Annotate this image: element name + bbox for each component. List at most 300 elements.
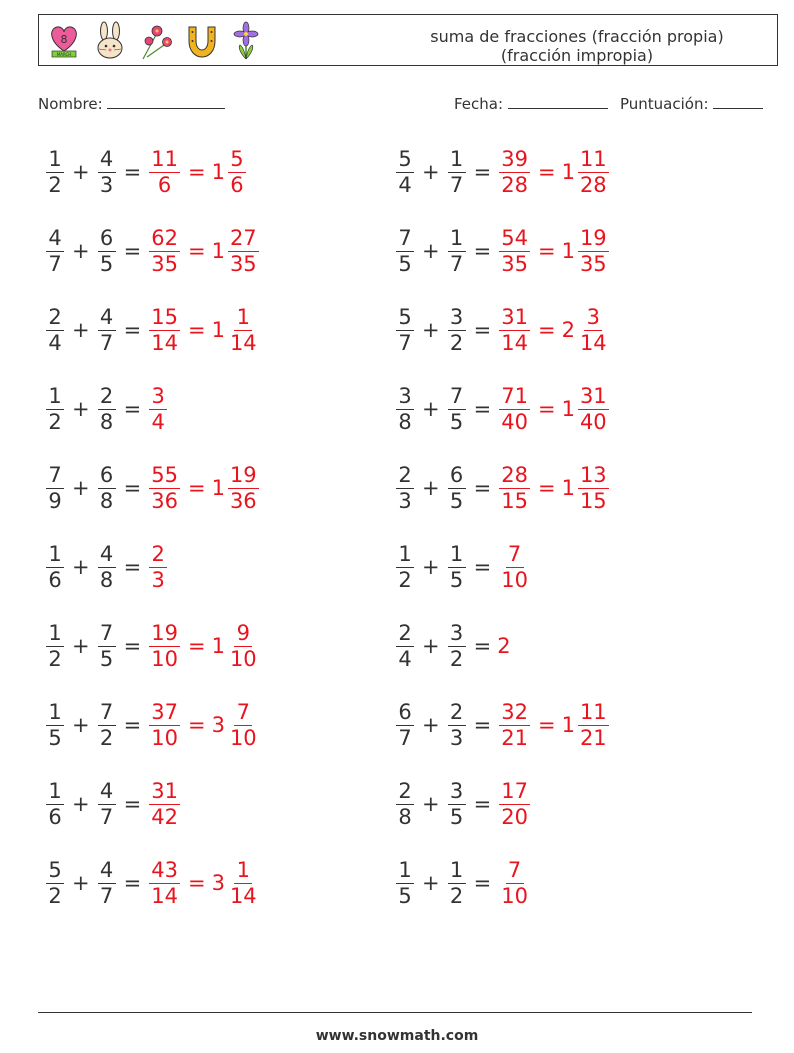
answer-fraction bbox=[149, 779, 180, 830]
svg-text:MARCH: MARCH bbox=[56, 52, 72, 57]
addend-a bbox=[396, 226, 414, 277]
mixed-fraction-denominator: 6 bbox=[230, 172, 244, 197]
answer-fraction bbox=[499, 858, 530, 909]
equals-sign: = bbox=[473, 792, 492, 816]
mixed-fraction-numerator: 31 bbox=[579, 383, 607, 408]
addend-a-denominator: 2 bbox=[48, 646, 62, 671]
addend-b-denominator: 7 bbox=[449, 251, 464, 276]
answer-fraction-numerator: 32 bbox=[501, 699, 528, 724]
addend-a-numerator: 1 bbox=[46, 542, 64, 568]
addend-a bbox=[396, 147, 414, 198]
addend-b-numerator: 4 bbox=[98, 779, 116, 805]
addend-a-numerator: 3 bbox=[396, 384, 414, 410]
mixed-fraction-denominator: 21 bbox=[579, 725, 607, 750]
addend-b-numerator: 3 bbox=[448, 621, 466, 647]
mixed-fraction-denominator: 36 bbox=[229, 488, 257, 513]
addend-b-denominator: 8 bbox=[99, 409, 114, 434]
addend-a bbox=[46, 700, 64, 751]
answer-fraction-denominator: 3 bbox=[151, 567, 165, 592]
mixed-fraction bbox=[578, 147, 609, 198]
addend-a bbox=[46, 542, 64, 593]
problem-12 bbox=[394, 537, 532, 597]
header-icons bbox=[45, 19, 261, 63]
plus-sign: + bbox=[422, 713, 440, 737]
addend-b bbox=[448, 226, 466, 277]
addend-b bbox=[98, 226, 116, 277]
mixed-fraction-denominator: 35 bbox=[579, 251, 607, 276]
mixed-whole: 1 bbox=[211, 318, 225, 342]
equals-sign: = bbox=[473, 476, 492, 500]
equals-sign: = bbox=[473, 160, 492, 184]
answer bbox=[147, 542, 169, 593]
addend-b-denominator: 7 bbox=[99, 804, 114, 829]
answer-equals-sign: = bbox=[537, 318, 556, 342]
answer-fraction-denominator: 35 bbox=[501, 251, 528, 276]
answer-fraction bbox=[149, 858, 180, 909]
problem-17 bbox=[44, 774, 182, 834]
score-blank[interactable] bbox=[713, 94, 763, 109]
mixed-fraction-numerator: 1 bbox=[234, 858, 252, 884]
flowers-icon bbox=[137, 21, 173, 61]
plus-sign: + bbox=[72, 713, 90, 737]
heart-march-8-icon bbox=[45, 21, 83, 61]
plus-sign: + bbox=[422, 871, 440, 895]
mixed-fraction bbox=[578, 384, 609, 435]
addend-b bbox=[448, 305, 466, 356]
title-line-2: (fracción impropia) bbox=[500, 46, 654, 65]
addend-b-denominator: 5 bbox=[99, 646, 114, 671]
answer bbox=[147, 147, 248, 198]
answer-fraction-numerator: 2 bbox=[149, 542, 167, 568]
addend-a-denominator: 2 bbox=[48, 172, 62, 197]
addend-a-denominator: 3 bbox=[398, 488, 412, 513]
answer-equals-sign: = bbox=[187, 713, 206, 737]
addend-b-numerator: 6 bbox=[448, 463, 466, 489]
addend-a-numerator: 7 bbox=[396, 226, 414, 252]
problem-19 bbox=[44, 853, 261, 913]
addend-b bbox=[98, 779, 116, 830]
addend-b-numerator: 1 bbox=[448, 858, 466, 884]
mixed-fraction-denominator: 14 bbox=[229, 883, 257, 908]
answer bbox=[497, 463, 610, 514]
addend-b-numerator: 7 bbox=[98, 621, 116, 647]
addend-a-numerator: 2 bbox=[396, 779, 414, 805]
answer-equals-sign: = bbox=[187, 318, 206, 342]
mixed-fraction bbox=[228, 463, 259, 514]
answer bbox=[147, 700, 260, 751]
answer-fraction-denominator: 21 bbox=[501, 725, 528, 750]
mixed-fraction bbox=[228, 621, 259, 672]
addend-b-denominator: 5 bbox=[99, 251, 114, 276]
mixed-whole: 1 bbox=[211, 160, 225, 184]
addend-a bbox=[396, 779, 414, 830]
addend-b bbox=[448, 700, 466, 751]
mixed-fraction-numerator: 1 bbox=[234, 305, 252, 331]
problem-15 bbox=[44, 695, 261, 755]
mixed-fraction bbox=[578, 463, 609, 514]
answer-equals-sign: = bbox=[537, 239, 556, 263]
addend-a bbox=[396, 305, 414, 356]
addend-b-denominator: 5 bbox=[449, 567, 464, 592]
addend-a bbox=[46, 858, 64, 909]
problem-2 bbox=[394, 142, 611, 202]
addend-b-denominator: 7 bbox=[449, 172, 464, 197]
equals-sign: = bbox=[123, 160, 142, 184]
mixed-whole: 1 bbox=[211, 239, 225, 263]
plus-sign: + bbox=[72, 239, 90, 263]
equals-sign: = bbox=[123, 792, 142, 816]
addend-b bbox=[98, 305, 116, 356]
plus-sign: + bbox=[422, 555, 440, 579]
answer-fraction bbox=[499, 384, 530, 435]
addend-a-numerator: 1 bbox=[46, 384, 64, 410]
answer-fraction bbox=[149, 621, 180, 672]
addend-a-denominator: 7 bbox=[398, 725, 412, 750]
addend-a-denominator: 6 bbox=[48, 804, 62, 829]
addend-b-denominator: 5 bbox=[449, 409, 464, 434]
addend-a bbox=[46, 779, 64, 830]
mixed-fraction-denominator: 35 bbox=[229, 251, 257, 276]
answer-fraction-numerator: 71 bbox=[501, 383, 528, 408]
score-field[interactable] bbox=[620, 94, 763, 113]
addend-b-denominator: 2 bbox=[99, 725, 114, 750]
footer-url: www.snowmath.com bbox=[315, 1028, 479, 1044]
mixed-fraction-denominator: 10 bbox=[229, 646, 257, 671]
addend-a-denominator: 7 bbox=[48, 251, 62, 276]
addend-a bbox=[396, 858, 414, 909]
addend-b-numerator: 3 bbox=[448, 305, 466, 331]
mixed-fraction-numerator: 9 bbox=[234, 621, 252, 647]
addend-b-denominator: 2 bbox=[449, 646, 464, 671]
problem-14 bbox=[394, 616, 511, 676]
addend-b-numerator: 6 bbox=[98, 463, 116, 489]
mixed-fraction-denominator: 10 bbox=[229, 725, 257, 750]
addend-b-denominator: 2 bbox=[449, 330, 464, 355]
answer-fraction bbox=[499, 463, 530, 514]
addend-b bbox=[98, 621, 116, 672]
mixed-fraction-numerator: 3 bbox=[584, 305, 602, 331]
name-blank[interactable] bbox=[107, 94, 225, 109]
mixed-whole: 1 bbox=[561, 160, 575, 184]
addend-b-denominator: 8 bbox=[99, 488, 114, 513]
plus-sign: + bbox=[422, 239, 440, 263]
addend-b-numerator: 7 bbox=[98, 700, 116, 726]
mixed-fraction bbox=[228, 858, 259, 909]
addend-b-numerator: 6 bbox=[98, 226, 116, 252]
addend-a-numerator: 6 bbox=[396, 700, 414, 726]
answer-fraction-numerator: 43 bbox=[151, 857, 178, 882]
problem-13 bbox=[44, 616, 261, 676]
equals-sign: = bbox=[123, 397, 142, 421]
equals-sign: = bbox=[473, 318, 492, 342]
mixed-whole: 1 bbox=[561, 239, 575, 263]
mixed-fraction bbox=[228, 147, 246, 198]
addend-b-numerator: 2 bbox=[448, 700, 466, 726]
mixed-fraction bbox=[228, 226, 259, 277]
problem-7 bbox=[44, 379, 169, 439]
date-field[interactable] bbox=[454, 94, 608, 113]
answer-fraction-denominator: 10 bbox=[151, 725, 178, 750]
answer-equals-sign: = bbox=[187, 239, 206, 263]
addend-a-denominator: 9 bbox=[48, 488, 62, 513]
problem-18 bbox=[394, 774, 532, 834]
addend-a-numerator: 5 bbox=[396, 147, 414, 173]
addend-a-numerator: 2 bbox=[396, 463, 414, 489]
equals-sign: = bbox=[473, 871, 492, 895]
answer-fraction bbox=[149, 700, 180, 751]
answer-fraction-numerator: 15 bbox=[151, 304, 178, 329]
addend-a bbox=[46, 305, 64, 356]
answer-fraction-denominator: 14 bbox=[151, 330, 178, 355]
mixed-fraction-denominator: 40 bbox=[579, 409, 607, 434]
mixed-fraction-denominator: 28 bbox=[579, 172, 607, 197]
answer-equals-sign: = bbox=[537, 160, 556, 184]
addend-a bbox=[396, 384, 414, 435]
addend-a bbox=[396, 621, 414, 672]
answer bbox=[147, 305, 260, 356]
bunny-icon bbox=[93, 21, 127, 61]
answer-equals-sign: = bbox=[187, 871, 206, 895]
answer-fraction-denominator: 14 bbox=[501, 330, 528, 355]
addend-a-numerator: 5 bbox=[46, 858, 64, 884]
whole-answer: 2 bbox=[497, 634, 511, 658]
mixed-fraction-denominator: 14 bbox=[579, 330, 607, 355]
answer-fraction-denominator: 42 bbox=[151, 804, 178, 829]
answer-fraction-numerator: 31 bbox=[151, 778, 178, 803]
answer-fraction-denominator: 35 bbox=[151, 251, 178, 276]
addend-a bbox=[396, 700, 414, 751]
mixed-whole: 1 bbox=[211, 634, 225, 658]
mixed-fraction bbox=[228, 305, 259, 356]
addend-b-numerator: 1 bbox=[448, 226, 466, 252]
answer-fraction bbox=[499, 542, 530, 593]
addend-a-denominator: 2 bbox=[398, 567, 412, 592]
answer-equals-sign: = bbox=[187, 160, 206, 184]
addend-b bbox=[98, 384, 116, 435]
addend-b bbox=[448, 147, 466, 198]
answer bbox=[497, 226, 610, 277]
answer-fraction-denominator: 6 bbox=[157, 172, 172, 197]
addend-b-denominator: 5 bbox=[449, 804, 464, 829]
answer-equals-sign: = bbox=[187, 476, 206, 500]
answer-fraction-denominator: 4 bbox=[151, 409, 165, 434]
answer-fraction bbox=[499, 700, 530, 751]
addend-b-denominator: 7 bbox=[99, 883, 114, 908]
answer-equals-sign: = bbox=[537, 713, 556, 737]
answer bbox=[147, 779, 182, 830]
equals-sign: = bbox=[123, 239, 142, 263]
answer-equals-sign: = bbox=[187, 634, 206, 658]
addend-a-denominator: 4 bbox=[48, 330, 62, 355]
equals-sign: = bbox=[123, 555, 142, 579]
answer-fraction bbox=[499, 305, 530, 356]
mixed-fraction bbox=[578, 305, 609, 356]
answer bbox=[147, 621, 260, 672]
addend-a-denominator: 4 bbox=[398, 646, 412, 671]
addend-b bbox=[98, 700, 116, 751]
answer-fraction-denominator: 14 bbox=[151, 883, 178, 908]
answer-fraction bbox=[149, 147, 180, 198]
equals-sign: = bbox=[123, 713, 142, 737]
addend-a-denominator: 6 bbox=[48, 567, 62, 592]
addend-a-numerator: 1 bbox=[46, 779, 64, 805]
answer-fraction-numerator: 7 bbox=[506, 542, 524, 568]
name-field[interactable] bbox=[38, 94, 225, 113]
addend-a-denominator: 2 bbox=[48, 883, 62, 908]
mixed-fraction bbox=[228, 700, 259, 751]
equals-sign: = bbox=[473, 397, 492, 421]
addend-a-denominator: 8 bbox=[398, 409, 412, 434]
answer bbox=[147, 384, 169, 435]
equals-sign: = bbox=[123, 476, 142, 500]
answer-fraction-denominator: 40 bbox=[501, 409, 528, 434]
mixed-fraction bbox=[578, 700, 609, 751]
addend-a-numerator: 7 bbox=[46, 463, 64, 489]
addend-b bbox=[448, 621, 466, 672]
addend-b bbox=[448, 463, 466, 514]
mixed-whole: 2 bbox=[561, 318, 575, 342]
addend-a bbox=[396, 542, 414, 593]
mixed-whole: 1 bbox=[561, 397, 575, 421]
plus-sign: + bbox=[72, 634, 90, 658]
addend-b-numerator: 4 bbox=[98, 305, 116, 331]
problem-16 bbox=[394, 695, 611, 755]
addend-a bbox=[46, 463, 64, 514]
problem-11 bbox=[44, 537, 169, 597]
addend-a-numerator: 1 bbox=[396, 542, 414, 568]
mixed-whole: 1 bbox=[561, 713, 575, 737]
addend-b-numerator: 3 bbox=[448, 779, 466, 805]
equals-sign: = bbox=[473, 239, 492, 263]
equals-sign: = bbox=[123, 634, 142, 658]
plus-sign: + bbox=[72, 318, 90, 342]
answer-fraction-numerator: 62 bbox=[151, 225, 178, 250]
answer-fraction bbox=[149, 542, 167, 593]
problem-20 bbox=[394, 853, 532, 913]
plus-sign: + bbox=[72, 397, 90, 421]
addend-b bbox=[448, 779, 466, 830]
answer bbox=[497, 542, 532, 593]
addend-b-denominator: 8 bbox=[99, 567, 114, 592]
answer-equals-sign: = bbox=[537, 476, 556, 500]
title-line-1: suma de fracciones (fracción propia) bbox=[430, 27, 724, 46]
plus-sign: + bbox=[72, 792, 90, 816]
answer bbox=[147, 226, 260, 277]
answer bbox=[147, 858, 260, 909]
addend-b bbox=[98, 147, 116, 198]
addend-a-denominator: 8 bbox=[398, 804, 412, 829]
problem-6 bbox=[394, 300, 611, 360]
answer-fraction-denominator: 10 bbox=[501, 883, 528, 908]
addend-b-numerator: 1 bbox=[448, 147, 466, 173]
plus-sign: + bbox=[422, 397, 440, 421]
mixed-whole: 3 bbox=[211, 713, 225, 737]
answer-fraction bbox=[499, 779, 530, 830]
answer bbox=[497, 858, 532, 909]
answer-fraction bbox=[149, 305, 180, 356]
addend-a bbox=[46, 147, 64, 198]
mixed-fraction-numerator: 13 bbox=[579, 462, 607, 487]
date-blank[interactable] bbox=[508, 94, 608, 109]
plus-sign: + bbox=[422, 792, 440, 816]
addend-a-denominator: 5 bbox=[398, 251, 412, 276]
violet-flower-icon bbox=[231, 21, 261, 61]
answer-fraction-denominator: 15 bbox=[501, 488, 528, 513]
addend-a-numerator: 2 bbox=[396, 621, 414, 647]
answer-fraction-numerator: 11 bbox=[151, 146, 178, 171]
answer-fraction bbox=[149, 384, 167, 435]
mixed-fraction-denominator: 15 bbox=[579, 488, 607, 513]
addend-a-numerator: 1 bbox=[46, 700, 64, 726]
addend-b-denominator: 5 bbox=[449, 488, 464, 513]
addend-b bbox=[448, 542, 466, 593]
plus-sign: + bbox=[422, 160, 440, 184]
plus-sign: + bbox=[72, 476, 90, 500]
answer-fraction-denominator: 20 bbox=[501, 804, 528, 829]
mixed-fraction-numerator: 5 bbox=[228, 147, 246, 173]
problem-3 bbox=[44, 221, 261, 281]
answer-fraction-numerator: 3 bbox=[149, 384, 167, 410]
answer-fraction-numerator: 37 bbox=[151, 699, 178, 724]
mixed-fraction-numerator: 11 bbox=[579, 146, 607, 171]
answer-fraction-numerator: 17 bbox=[501, 778, 528, 803]
answer-fraction-numerator: 7 bbox=[506, 858, 524, 884]
equals-sign: = bbox=[123, 318, 142, 342]
answer bbox=[497, 700, 610, 751]
answer-fraction-denominator: 28 bbox=[501, 172, 528, 197]
answer-fraction-numerator: 55 bbox=[151, 462, 178, 487]
problem-4 bbox=[394, 221, 611, 281]
answer-fraction-numerator: 39 bbox=[501, 146, 528, 171]
problem-10 bbox=[394, 458, 611, 518]
answer bbox=[497, 779, 532, 830]
equals-sign: = bbox=[123, 871, 142, 895]
equals-sign: = bbox=[473, 555, 492, 579]
addend-a bbox=[46, 384, 64, 435]
mixed-fraction-numerator: 19 bbox=[229, 462, 257, 487]
problem-9 bbox=[44, 458, 261, 518]
addend-b-numerator: 7 bbox=[448, 384, 466, 410]
answer bbox=[497, 147, 610, 198]
addend-b-numerator: 4 bbox=[98, 147, 116, 173]
date-label: Fecha: bbox=[454, 95, 504, 113]
problem-1 bbox=[44, 142, 248, 202]
addend-a-numerator: 4 bbox=[46, 226, 64, 252]
answer-fraction bbox=[499, 147, 530, 198]
addend-b-numerator: 2 bbox=[98, 384, 116, 410]
plus-sign: + bbox=[72, 555, 90, 579]
addend-b-denominator: 2 bbox=[449, 883, 464, 908]
footer-divider bbox=[38, 1012, 752, 1013]
addend-a bbox=[396, 463, 414, 514]
plus-sign: + bbox=[72, 160, 90, 184]
answer-equals-sign: = bbox=[537, 397, 556, 421]
addend-a-numerator: 1 bbox=[46, 621, 64, 647]
header-box bbox=[38, 14, 778, 66]
answer-fraction-denominator: 10 bbox=[151, 646, 178, 671]
answer bbox=[497, 384, 610, 435]
addend-a bbox=[46, 226, 64, 277]
answer-fraction-numerator: 31 bbox=[501, 304, 528, 329]
svg-text:8: 8 bbox=[60, 33, 68, 46]
answer-fraction-denominator: 36 bbox=[151, 488, 178, 513]
addend-a-numerator: 1 bbox=[46, 147, 64, 173]
mixed-fraction-numerator: 27 bbox=[229, 225, 257, 250]
addend-a-denominator: 7 bbox=[398, 330, 412, 355]
plus-sign: + bbox=[422, 634, 440, 658]
addend-b-denominator: 3 bbox=[449, 725, 464, 750]
worksheet-title bbox=[417, 27, 737, 65]
